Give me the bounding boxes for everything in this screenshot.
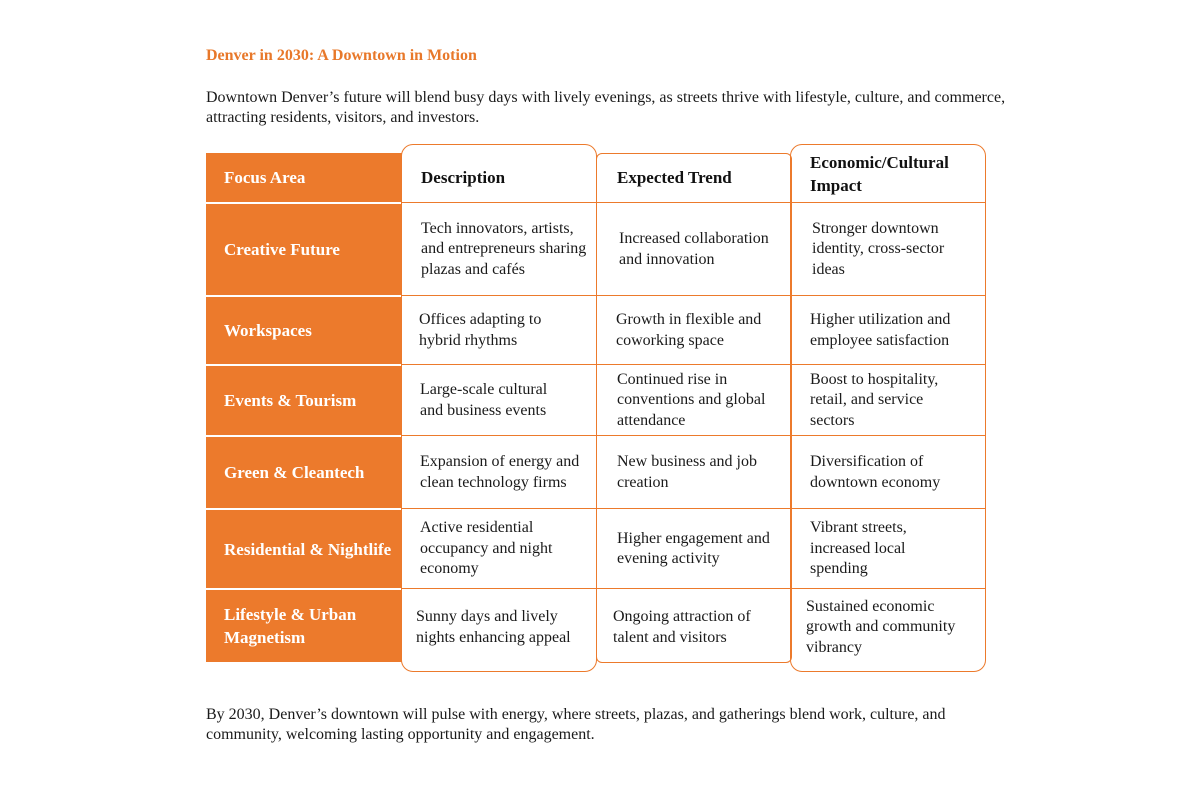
row-4-trend [617,437,782,508]
row-divider [402,588,985,589]
row-6-trend [613,590,778,665]
row-4-impact [810,437,970,508]
row-1-trend [619,204,779,295]
row-2-impact-text: Higher utilization and employee satisfaction [810,311,951,349]
row-4-focus [206,437,402,508]
row-4-impact-text: Diversification of downtown economy [810,453,941,491]
intro-paragraph: Downtown Denver’s future will blend busy days with lively evenings, as streets thrive with lifestyle, culture, and commerce, attracting residents, visitors, and investors. [206,89,1006,126]
row-3-focus [206,366,402,435]
row-divider [402,295,985,296]
row-2-trend-text: Growth in flexible and coworking space [616,311,762,349]
row-2-description-text: Offices adapting to hybrid rhythms [419,311,542,349]
row-divider [402,508,985,509]
row-3-focus-label: Events & Tourism [224,391,357,410]
header-focus-area-label: Focus Area [224,168,306,187]
row-6-trend-text: Ongoing attraction of talent and visitors [613,608,751,646]
header-description-label: Description [421,168,506,187]
row-3-trend [617,366,777,435]
row-4-description [420,437,580,508]
row-3-description [420,366,570,435]
row-1-focus-label: Creative Future [224,240,340,259]
row-4-focus-label: Green & Cleantech [224,463,365,482]
row-6-impact [806,590,956,665]
row-divider [402,435,985,436]
row-1-impact [812,204,977,295]
row-5-impact-text: Vibrant streets, increased local spending [810,519,907,578]
row-5-focus-label: Residential & Nightlife [224,539,392,559]
row-1-impact-text: Stronger downtown identity, cross-sector ideas [812,219,945,278]
row-3-impact-text: Boost to hospitality, retail, and service sectors [810,370,939,429]
page-title: Denver in 2030: A Downtown in Motion [206,47,477,64]
row-6-focus-label: Lifestyle & Urban Magnetism [224,605,357,647]
row-divider [402,202,985,203]
row-divider [402,364,985,365]
row-3-impact [810,366,970,435]
row-2-focus [206,297,402,364]
row-4-description-text: Expansion of energy and clean technology firms [420,453,580,491]
row-5-trend-text: Higher engagement and evening activity [617,529,770,567]
header-expected-trend-label: Expected Trend [617,168,732,187]
row-2-trend [616,297,786,364]
row-2-focus-label: Workspaces [224,321,312,340]
row-6-impact-text: Sustained economic growth and community vibrancy [806,597,956,656]
header-description [421,153,591,202]
row-2-description [419,297,579,364]
row-1-trend-text: Increased collaboration and innovation [619,230,769,268]
row-1-focus [206,204,402,295]
header-focus-area [206,153,402,202]
header-impact [810,146,980,202]
row-5-impact [810,510,950,588]
row-3-trend-text: Continued rise in conventions and global attendance [617,370,766,429]
row-5-trend [617,510,772,588]
row-6-focus [206,590,402,662]
header-expected-trend [617,153,787,202]
header-impact-label: Economic/Cultural Impact [810,153,949,195]
row-3-description-text: Large-scale cultural and business events [420,381,548,419]
row-6-description [416,590,581,665]
row-1-description-text: Tech innovators, artists, and entrepreneurs sharing plazas and cafés [421,219,587,278]
closing-paragraph: By 2030, Denver’s downtown will pulse with energy, where streets, plazas, and gatherings blend work, culture, and community, welcoming lasting opportunity and engagement. [206,706,946,743]
row-6-description-text: Sunny days and lively nights enhancing appeal [416,608,571,646]
row-5-focus [206,510,402,588]
row-1-description [421,204,593,295]
row-2-impact [810,297,960,364]
row-5-description [420,510,580,588]
row-4-trend-text: New business and job creation [617,453,757,491]
row-5-description-text: Active residential occupancy and night economy [420,519,553,578]
